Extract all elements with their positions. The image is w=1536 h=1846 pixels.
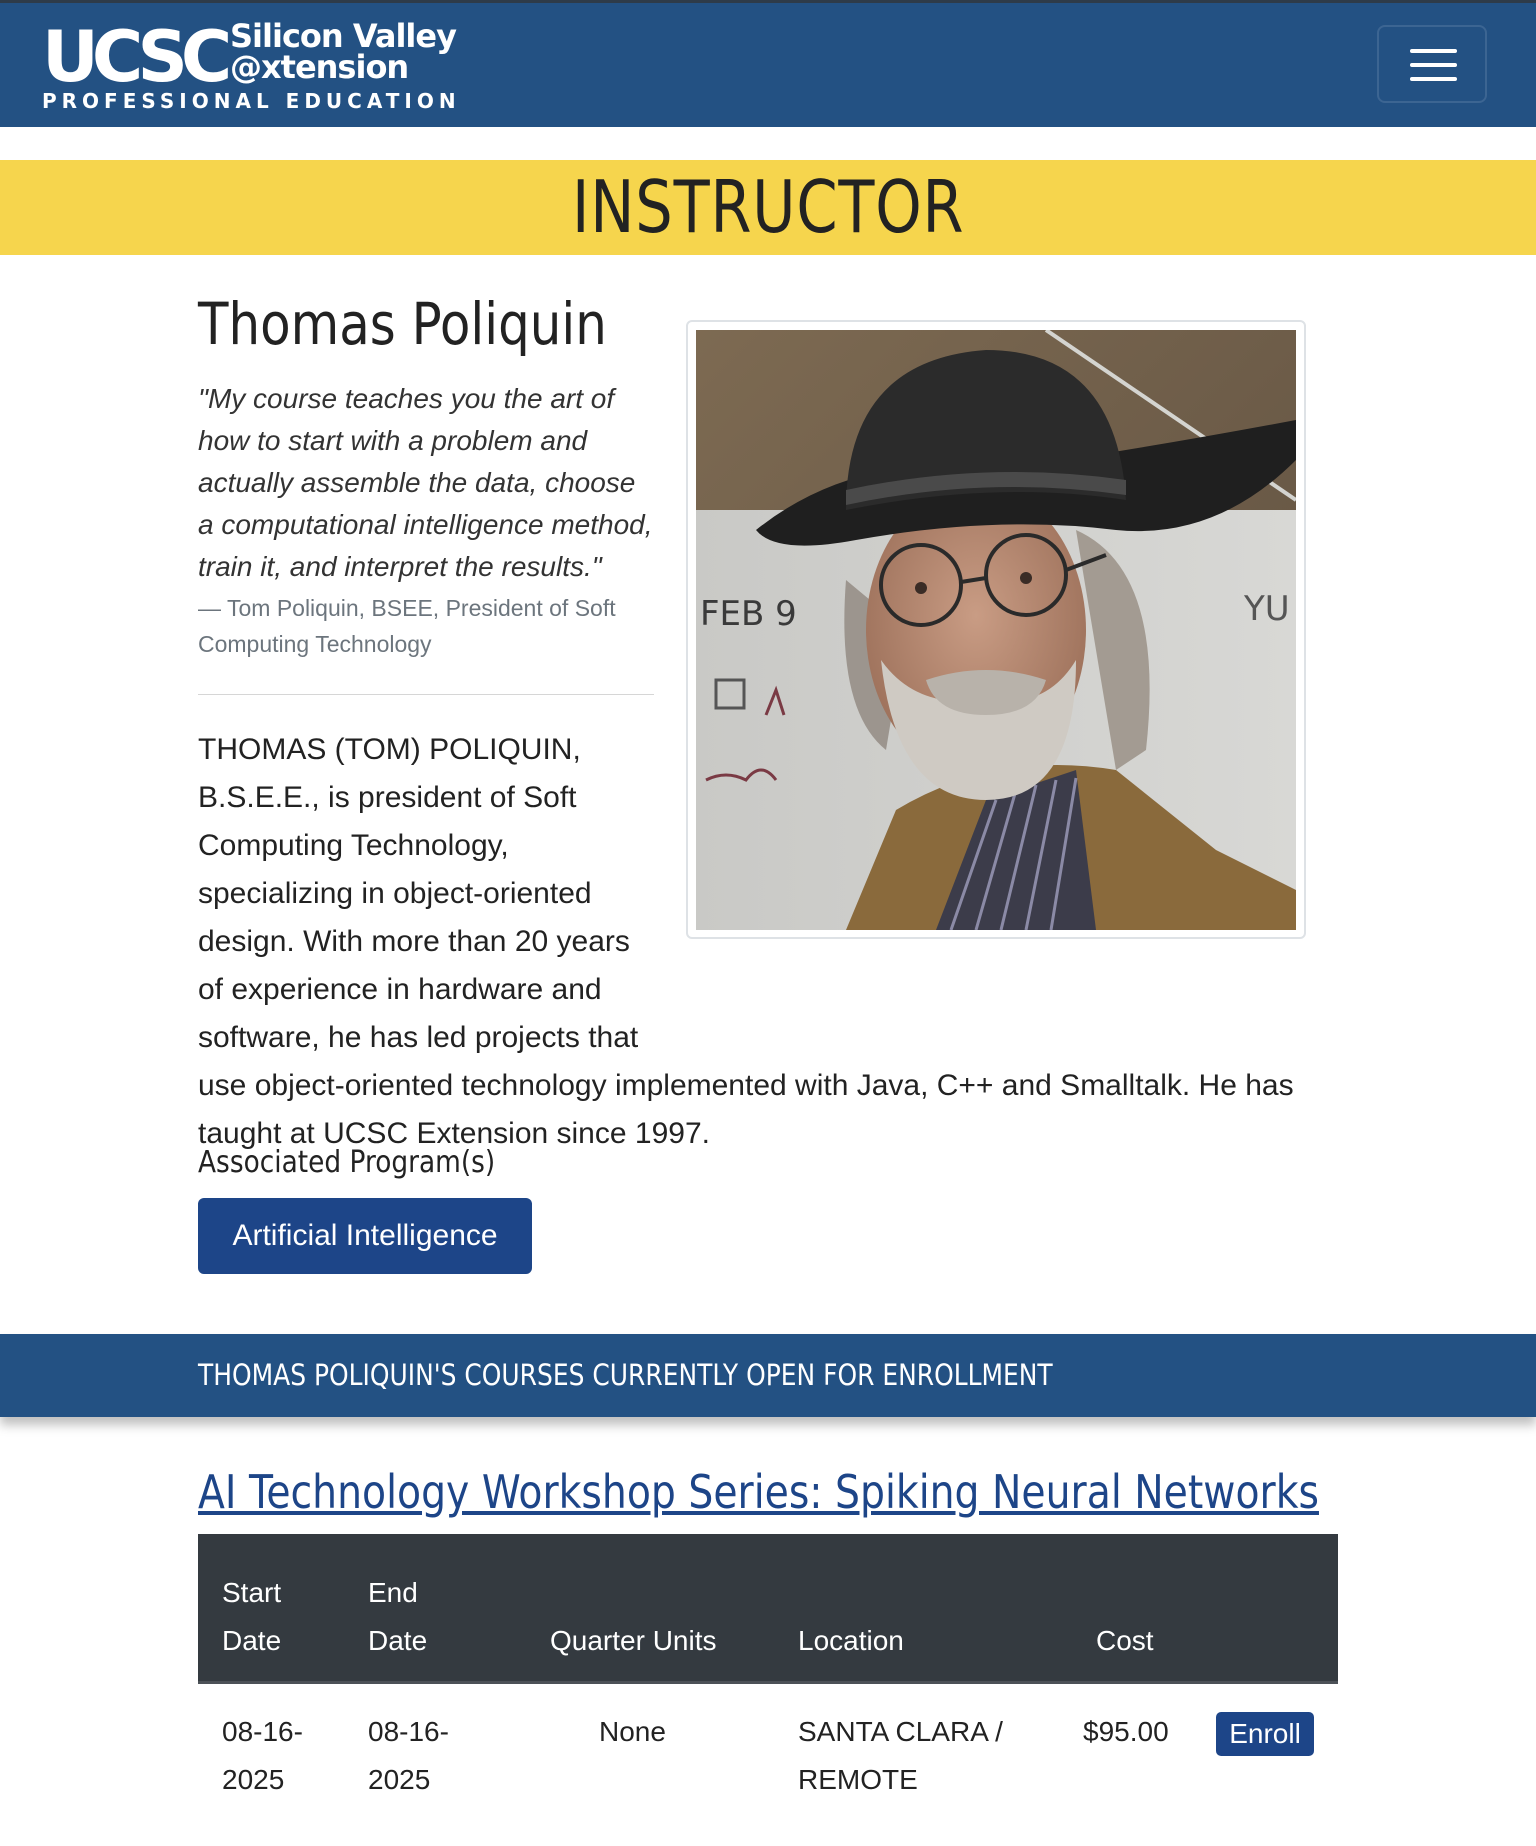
row-cost: $95.00: [1083, 1716, 1169, 1747]
col-header-quarter-units: Quarter Units: [550, 1625, 717, 1656]
ucsc-extension-logo[interactable]: [42, 17, 462, 117]
hamburger-menu-icon: [1410, 49, 1457, 53]
col-header-end-line2: Date: [368, 1625, 428, 1656]
col-header-start-line2: Date: [222, 1625, 282, 1656]
photo-spacer: [658, 726, 1338, 1034]
board-writing-left: FEB 9: [700, 594, 797, 634]
hamburger-menu-icon-bar-2: [1410, 63, 1457, 67]
logo-line-3: PROFESSIONAL EDUCATION: [42, 89, 461, 113]
associated-programs-heading: Associated Program(s): [198, 1145, 496, 1180]
instructor-bio-text: THOMAS (TOM) POLIQUIN, B.S.E.E., is president of Soft Computing Technology, specializing in object-oriented design. With more than 20 years of experience in hardware and software, he has led projects that use object-oriented technology implemented with Java, C++ and Smalltalk. He has taught at UCSC Extension since 1997.: [198, 733, 1294, 1150]
row-start-date-line1: 08-16-: [222, 1716, 303, 1747]
instructor-name: Thomas Poliquin: [198, 290, 607, 358]
col-header-start-line1: Start: [222, 1577, 282, 1608]
row-location-line2: REMOTE: [798, 1764, 918, 1795]
row-location-line1: SANTA CLARA /: [798, 1716, 1003, 1747]
logo-line-2: @xtension: [230, 48, 409, 86]
course-title-link[interactable]: AI Technology Workshop Series: Spiking Neural Networks: [198, 1465, 1319, 1519]
course-table-header: [198, 1534, 1338, 1684]
row-quarter-units: None: [599, 1716, 666, 1747]
divider: [198, 694, 654, 695]
logo-line-1: Silicon Valley: [230, 17, 456, 55]
instructor-quote: "My course teaches you the art of how to start with a problem and actually assemble the data, choose a computational intelligence method, train it, and interpret the results.": [198, 383, 653, 582]
col-header-location: Location: [798, 1625, 904, 1656]
hamburger-menu-icon-bar-3: [1410, 77, 1457, 81]
col-header-cost: Cost: [1096, 1625, 1154, 1656]
col-header-end-line1: End: [368, 1577, 418, 1608]
courses-section-title: THOMAS POLIQUIN'S COURSES CURRENTLY OPEN FOR ENROLLMENT: [198, 1358, 1053, 1392]
logo-ucsc-text: UCSC: [42, 16, 226, 98]
site-header: [0, 0, 1536, 127]
program-button-artificial-intelligence[interactable]: Artificial Intelligence: [198, 1198, 532, 1274]
instructor-bio: [198, 726, 1338, 1158]
courses-section-header: [0, 1334, 1536, 1417]
page-banner-title: INSTRUCTOR: [571, 165, 965, 249]
page-banner: [0, 160, 1536, 255]
hamburger-menu-button[interactable]: [1377, 25, 1487, 103]
row-start-date-line2: 2025: [222, 1764, 285, 1795]
board-writing-right: YU: [1244, 589, 1290, 629]
quote-attribution: — Tom Poliquin, BSEE, President of Soft Computing Technology: [198, 595, 616, 657]
row-end-date-line2: 2025: [368, 1764, 431, 1795]
row-end-date-line1: 08-16-: [368, 1716, 449, 1747]
enroll-button[interactable]: Enroll: [1216, 1712, 1314, 1756]
